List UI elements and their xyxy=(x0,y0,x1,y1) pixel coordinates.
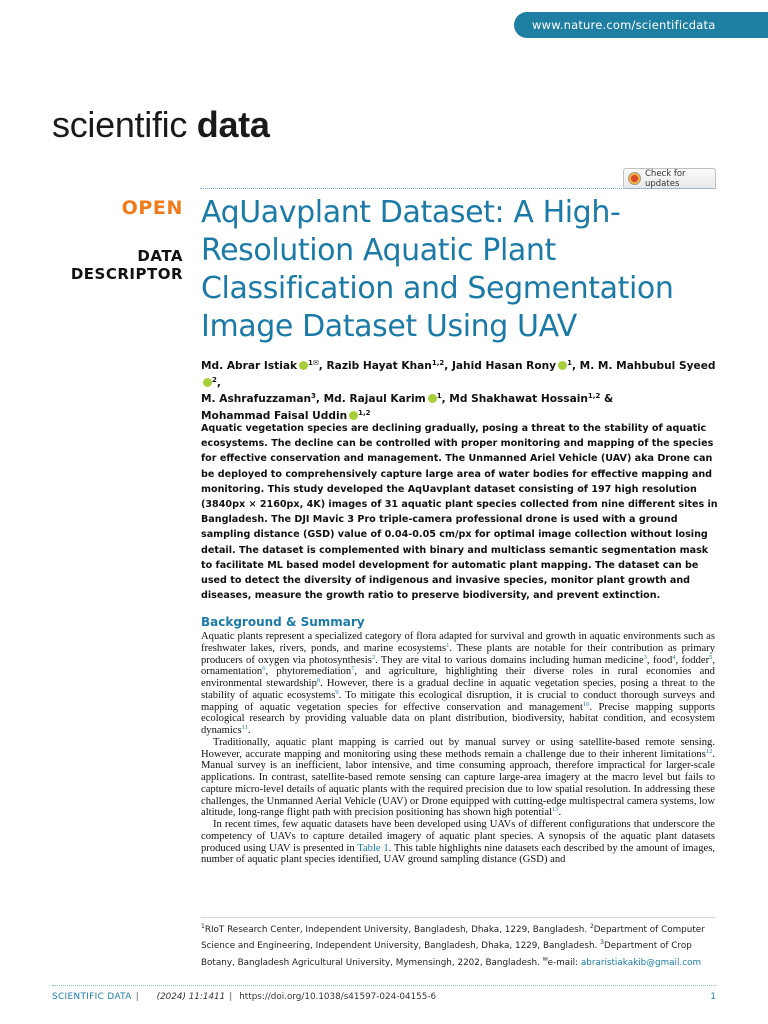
journal-brand xyxy=(52,104,270,146)
section-heading: Background & Summary xyxy=(201,615,365,629)
reference-link[interactable]: 1 xyxy=(446,641,450,649)
author-name[interactable]: M. Ashrafuzzaman xyxy=(201,393,312,406)
footer-divider xyxy=(52,985,716,986)
author-name[interactable]: Razib Hayat Khan xyxy=(326,360,432,372)
orcid-icon[interactable] xyxy=(299,361,308,370)
orcid-icon[interactable] xyxy=(349,411,358,420)
author-list: Md. Abrar Istiak $^{1✉}$, Razib Hayat Khan$^{1,2}$, Jahid Hasan Rony $^1$, M. M. Mahbubul Syeed$^2$, M. Ashrafuzzaman$^3$, Md. Rajaul Karim $^1$, Md Shakhawat Hossain$^{1,2}$ & Mohammad Faisal Uddin $^{1,2}$ xyxy=(201,359,716,422)
doi-link[interactable]: https://doi.org/10.1038/s41597-024-04155-6 xyxy=(239,992,437,1002)
reference-link[interactable]: 9 xyxy=(335,688,339,696)
open-access-label: OPEN xyxy=(121,197,183,219)
table-link[interactable]: Table 1 xyxy=(357,842,389,854)
envelope-icon[interactable]: ✉ xyxy=(312,359,319,367)
check-updates-label: Check for updates xyxy=(645,168,686,189)
reference-link[interactable]: 11 xyxy=(241,724,248,731)
author-name[interactable]: Md. Rajaul Karim xyxy=(323,393,426,406)
orcid-icon[interactable] xyxy=(203,378,212,387)
author-name[interactable]: Md. Abrar Istiak xyxy=(201,360,298,372)
affiliation-divider xyxy=(201,917,715,918)
reference-link[interactable]: 5 xyxy=(709,653,713,661)
body-text xyxy=(201,631,715,866)
orcid-icon[interactable] xyxy=(558,361,567,370)
paragraph: In recent times, few aquatic datasets have been developed using UAVs of different configurations that underscore the competency of UAVs to capture detailed imagery of aquatic plant species. A synopsis of the aquatic plant datasets produced using UAV is presented in Table 1. This table highlights nine datasets each described by the amount of images, number of aquatic plant species identified, UAV ground sampling distance (GSD) and xyxy=(201,819,715,866)
reference-link[interactable]: 12 xyxy=(705,747,713,755)
article-type-label: DATA DESCRIPTOR xyxy=(70,247,183,283)
footer-separator: | xyxy=(135,992,139,1002)
reference-link[interactable]: 8 xyxy=(316,677,321,684)
paragraph: Aquatic plants represent a specialized category of flora adapted for survival and growth in aquatic environments such as freshwater lakes, rivers, ponds, and marine ecosystems$^1$. These plants are notable for their contribution as primary producers of oxygen via photosynthesis$^2$. They are vital to various domains including human medicine$^3$, food$^4$, fodder$^5$, ornamentation$^6$, phytoremediation$^7$, and agriculture, highlighting their diverse roles in rural economies and environmental stewardship$^8$. However, there is a gradual decline in aquatic vegetation species, posing a threat to the stability of aquatic ecosystems$^9$. To mitigate this ecological disruption, it is crucial to conduct thorough surveys and mapping of aquatic vegetation species for effective conservation and management$^{10}$. Precise mapping supports ecological research by providing valuable data on plant distribution, biodiversity, habitat condition, and ecosystem dynamics$^{11}$. xyxy=(201,631,716,736)
journal-url[interactable]: www.nature.com/scientificdata xyxy=(532,18,716,32)
title-divider xyxy=(200,188,716,189)
reference-link[interactable]: 2 xyxy=(371,653,376,661)
reference-link[interactable]: 10 xyxy=(582,700,590,708)
brand-light-word: scientific xyxy=(52,104,188,145)
brand-bold-word: data xyxy=(196,104,270,145)
orcid-icon[interactable] xyxy=(428,394,437,403)
reference-link[interactable]: 13 xyxy=(552,806,559,814)
journal-url-badge[interactable] xyxy=(514,12,768,38)
crossmark-icon xyxy=(628,172,641,185)
reference-link[interactable]: 4 xyxy=(672,653,676,661)
affiliations: $^1$RIoT Research Center, Independent University, Bangladesh, Dhaka, 1229, Bangladesh. $^2$Department of Computer Science and Engineering, Independent University, Bangladesh, Dhaka, 1229, Bangladesh. $^3$Department of Crop Botany, Bangladesh Agricultural University, Mymensingh, 2202, Bangladesh. ✉e-mail: abraristiakakib@gmail.com xyxy=(201,923,705,968)
author-name[interactable]: Md Shakhawat Hossain xyxy=(449,393,588,406)
author-name[interactable]: Mohammad Faisal Uddin xyxy=(201,409,348,422)
author-name[interactable]: Jahid Hasan Rony xyxy=(451,360,557,372)
envelope-icon: ✉ xyxy=(542,955,548,963)
author-name[interactable]: M. M. Mahbubul Syeed xyxy=(579,360,716,372)
check-updates-button[interactable] xyxy=(623,168,716,189)
reference-link[interactable]: 6 xyxy=(262,665,266,673)
article-title: AqUavplant Dataset: A High-Resolution Aquatic Plant Classification and Segmentation Image Dataset Using UAV xyxy=(201,195,674,344)
paragraph: Traditionally, aquatic plant mapping is carried out by manual survey or using satellite-based remote sensing. However, accurate mapping and monitoring using these methods remain a challenge due to their inherent limitations$^{12}$. Manual survey is an inefficient, labor intensive, and time consuming approach, therefore impractical for larger-scale applications. In contrast, satellite-based remote sensing can capture large-area imagery at the macro level but fails to capture micro-level details of aquatic plants with the required precision due to low spatial resolution. In addressing these challenges, the Unmanned Aerial Vehicle (UAV) or Drone equipped with cutting-edge multispectral camera systems, low altitude, long-range flight path with precision positioning has shown high potential$^{13}$. xyxy=(201,736,715,819)
footer-separator: | xyxy=(229,992,233,1002)
reference-link[interactable]: 3 xyxy=(643,653,647,661)
footer-journal: SCIENTIFIC DATA xyxy=(52,992,132,1002)
abstract: Aquatic vegetation species are declining gradually, posing a threat to the stability of aquatic ecosystems. The decline can be controlled with proper monitoring and mapping of the species for effective conservation and management. The Unmanned Ariel Vehicle (UAV) aka Drone can be deployed to comprehensively capture large area of water bodies for effective mapping and monitoring. This study developed the AqUavplant dataset consisting of 197 high resolution (3840px × 2160px, 4K) images of 31 aquatic plant species collected from nine different sites in Bangladesh. The DJI Mavic 3 Pro triple-camera professional drone is used with a ground sampling distance (GSD) value of 0.04-0.05 cm/px for optimal image collection without losing detail. The dataset is complemented with binary and multiclass semantic segmentation mask to facilitate ML based model development for automatic plant mapping. The dataset can be used to detect the diversity of indigenous and invasive species, monitor plant growth and diseases, measure the growth ratio to preserve biodiversity, and prevent extinction. xyxy=(201,423,718,602)
footer-citation: (2024) 11:1411 xyxy=(156,992,226,1002)
page-footer xyxy=(52,990,716,1004)
reference-link[interactable]: 7 xyxy=(351,665,355,673)
page-number: 1 xyxy=(710,992,716,1002)
email-link[interactable]: abraristiakakib@gmail.com xyxy=(580,957,702,968)
